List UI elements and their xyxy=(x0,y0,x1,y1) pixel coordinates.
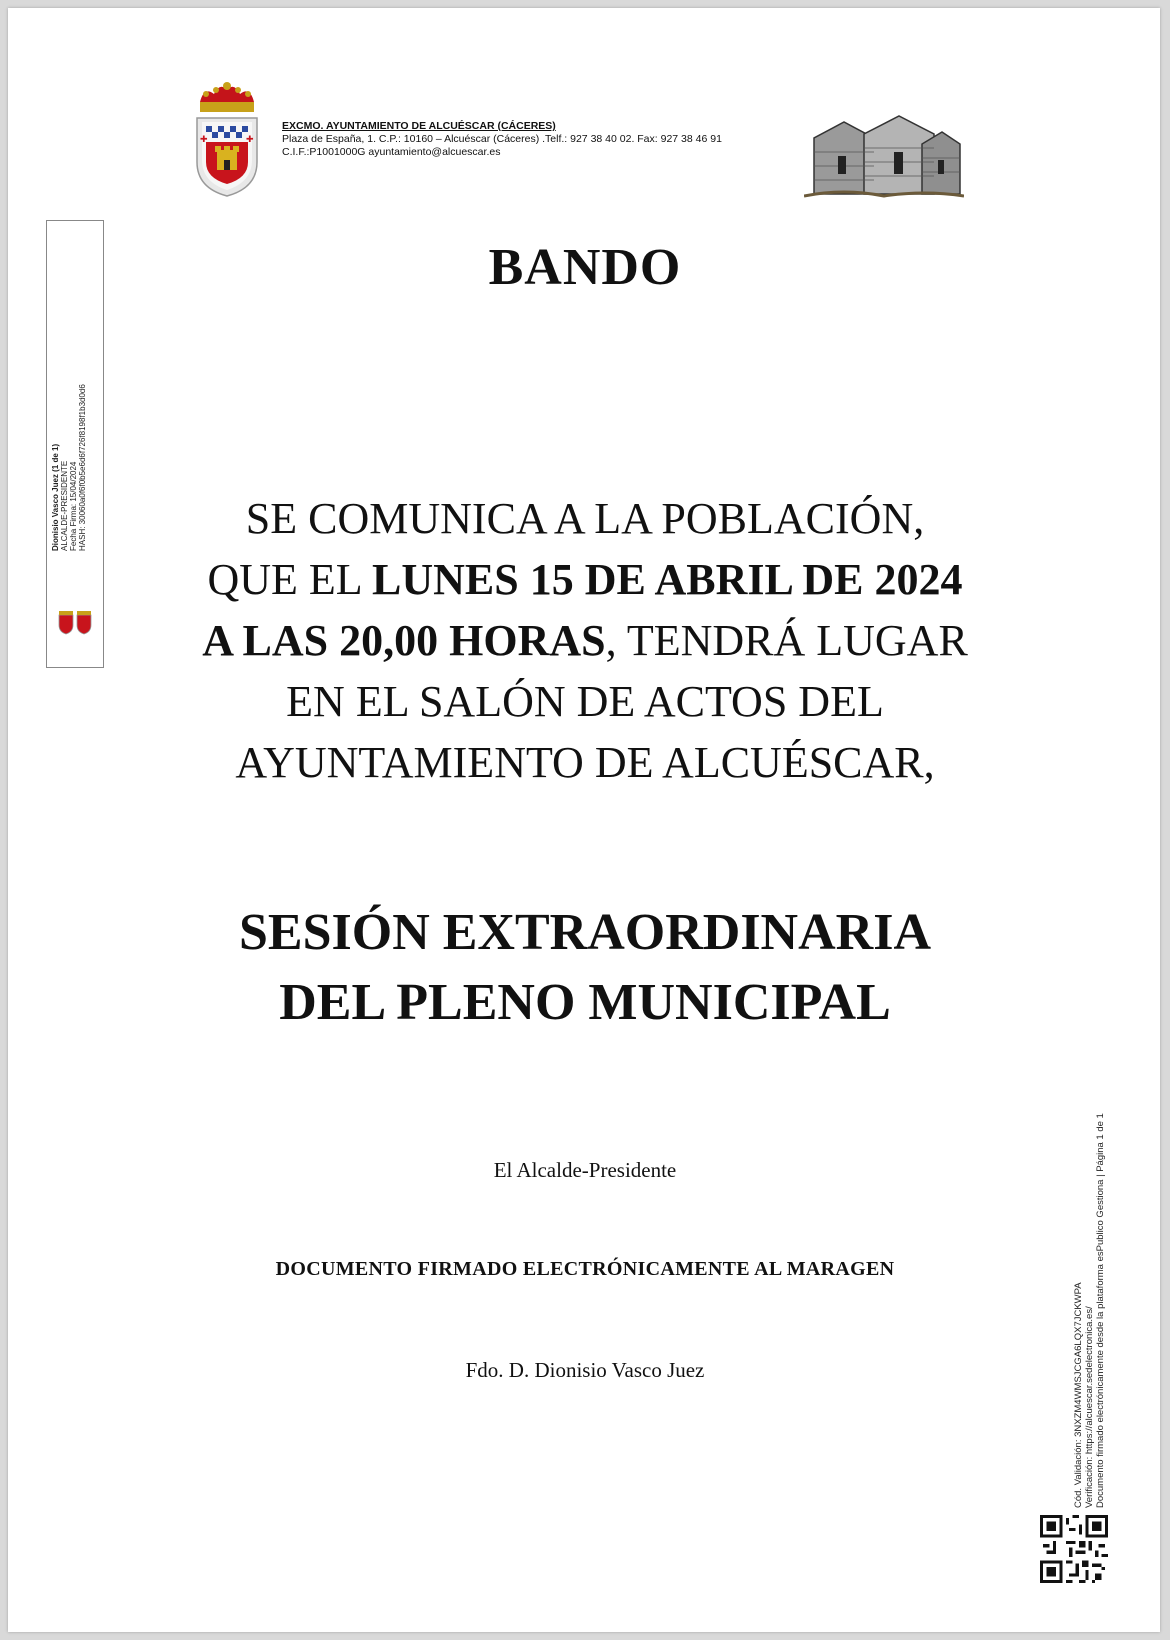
church-illustration xyxy=(804,108,964,198)
signature-details xyxy=(51,384,87,551)
signer-name: Fdo. D. Dionisio Vasco Juez xyxy=(465,1358,705,1382)
electronic-signature-box xyxy=(46,220,104,668)
announcement-line-1: SE COMUNICA A LA POBLACIÓN, xyxy=(245,494,925,543)
validation-code: Cód. Validación: 3NXZM4WMSJCGA6LQX7JCKWPA xyxy=(1073,1282,1084,1508)
document-title: BANDO xyxy=(488,239,682,296)
verification-block xyxy=(1073,1113,1106,1508)
qr-code xyxy=(1040,1515,1108,1583)
electronic-signature-note: DOCUMENTO FIRMADO ELECTRÓNICAMENTE AL MARAGEN xyxy=(275,1258,895,1280)
announcement-line-2 xyxy=(0,549,1170,610)
announcement-time: A LAS 20,00 HORAS xyxy=(202,616,606,665)
org-name: EXCMO. AYUNTAMIENTO DE ALCUÉSCAR (CÁCERES) xyxy=(282,120,556,132)
coat-of-arms-logo xyxy=(192,80,262,200)
signature-hash: HASH: 30060a0f6f0b5e6d6f726f8198f1b3d0d6 xyxy=(78,384,87,551)
signature-role: ALCALDE-PRESIDENTE xyxy=(60,460,69,551)
announcement-line-3 xyxy=(0,610,1170,671)
org-cif-email: C.I.F.:P1001000G ayuntamiento@alcuescar.es xyxy=(282,146,501,158)
announcement-text xyxy=(0,488,1170,793)
signature-date: Fecha Firma: 15/04/2024 xyxy=(69,461,78,551)
signature-signer: Dionisio Vasco Juez (1 de 1) xyxy=(51,443,60,551)
session-line-2: DEL PLENO MUNICIPAL xyxy=(279,974,891,1031)
org-address: Plaza de España, 1. C.P.: 10160 – Alcuéscar (Cáceres) .Telf.: 927 38 40 02. Fax: 927 38 46 91 xyxy=(282,133,722,145)
letterhead xyxy=(192,80,972,200)
announcement-line-4: EN EL SALÓN DE ACTOS DEL xyxy=(286,677,884,726)
signer-role: El Alcalde-Presidente xyxy=(493,1158,677,1182)
announcement-suffix: , TENDRÁ LUGAR xyxy=(605,616,968,665)
svg-text:✚: ✚ xyxy=(200,134,208,144)
session-line-1: SESIÓN EXTRAORDINARIA xyxy=(238,904,932,961)
verification-url[interactable]: Verificación: https://alcuescar.sedelectronica.es/ xyxy=(1084,1306,1095,1508)
platform-note: Documento firmado electrónicamente desde la plataforma esPublico Gestiona | Página 1 de 1 xyxy=(1095,1113,1106,1508)
signature-crest-icon xyxy=(53,609,97,635)
announcement-prefix: QUE EL xyxy=(207,555,373,604)
session-title xyxy=(0,898,1170,1038)
svg-text:✚: ✚ xyxy=(246,134,254,144)
announcement-line-5: AYUNTAMIENTO DE ALCUÉSCAR, xyxy=(235,738,935,787)
announcement-date: LUNES 15 DE ABRIL DE 2024 xyxy=(372,555,963,604)
